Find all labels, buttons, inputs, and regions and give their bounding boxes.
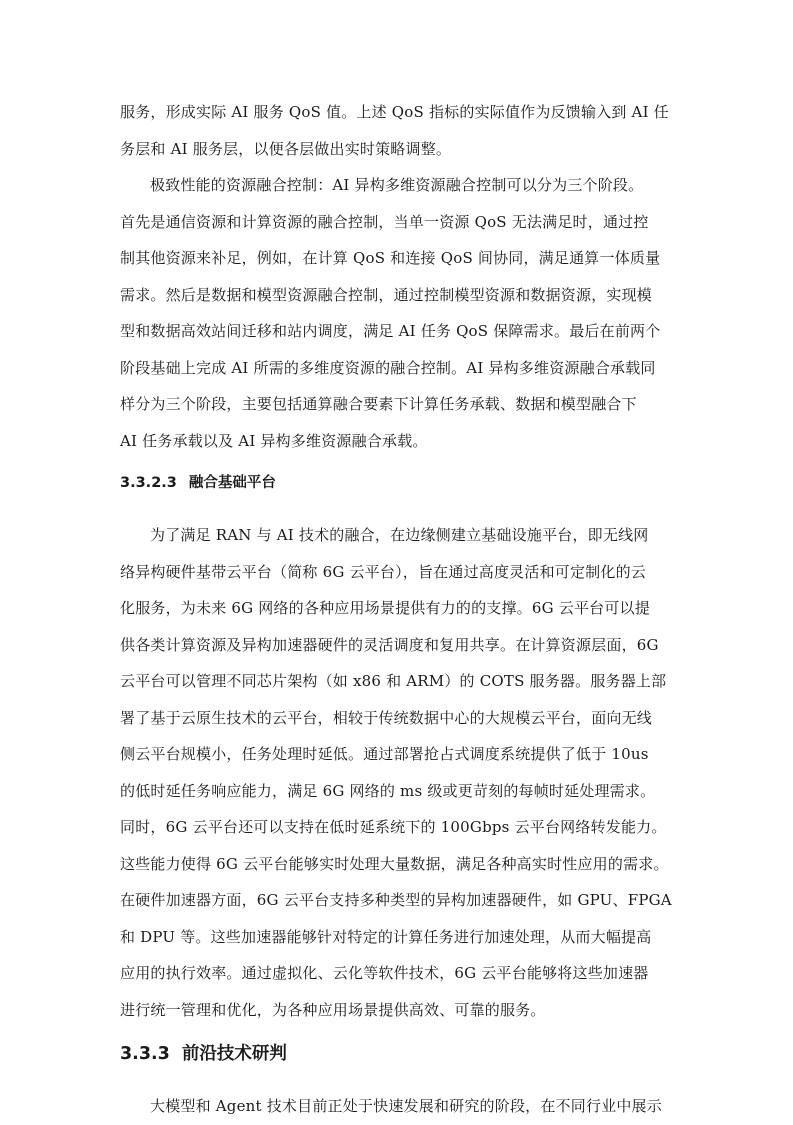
section-heading-3-3-2-3	[120, 465, 673, 501]
text-line: 为了满足 RAN 与 AI 技术的融合，在边缘侧建立基础设施平台，即无线网	[150, 526, 649, 544]
text-line: 首先是通信资源和计算资源的融合控制，当单一资源 QoS 无法满足时，通过控	[120, 212, 649, 231]
paragraph-6g-cloud-platform	[120, 517, 673, 1028]
text-line: 需求。然后是数据和模型资源融合控制，通过控制模型资源和数据资源，实现模	[120, 285, 653, 304]
text-line: 务层和 AI 服务层，以便各层做出实时策略调整。	[120, 139, 452, 158]
text-line: 云平台可以管理不同芯片架构（如 x86 和 ARM）的 COTS 服务器。服务器上部	[120, 672, 667, 690]
text-line: 进行统一管理和优化，为各种应用场景提供高效、可靠的服务。	[120, 1000, 546, 1019]
section-number: 3.3.3	[120, 1044, 170, 1064]
text-line: 的低时延任务响应能力，满足 6G 网络的 ms 级或更苛刻的每帧时延处理需求。	[120, 781, 656, 800]
text-line: 型和数据高效站间迁移和站内调度，满足 AI 任务 QoS 保障需求。最后在前两个	[120, 322, 661, 340]
text-line: 络异构硬件基带云平台（简称 6G 云平台），旨在通过高度灵活和可定制化的云	[120, 562, 646, 581]
text-line: 大模型和 Agent 技术目前正处于快速发展和研究的阶段，在不同行业中展示	[150, 1097, 662, 1115]
section-number: 3.3.2.3	[120, 475, 177, 491]
text-line: 阶段基础上完成 AI 所需的多维度资源的融合控制。AI 异构多维资源融合承载同	[120, 358, 656, 377]
text-line: 同时，6G 云平台还可以支持在低时延系统下的 100Gbps 云平台网络转发能力。	[120, 818, 667, 836]
text-line: 侧云平台规模小，任务处理时延低。通过部署抢占式调度系统提供了低于 10us	[120, 745, 649, 763]
text-line: 应用的执行效率。通过虚拟化、云化等软件技术，6G 云平台能够将这些加速器	[120, 964, 649, 982]
text-line: AI 任务承载以及 AI 异构多维资源融合承载。	[120, 431, 428, 450]
document-page	[120, 94, 673, 1125]
section-heading-3-3-3	[120, 1034, 673, 1074]
text-line: 署了基于云原生技术的云平台，相较于传统数据中心的大规模云平台，面向无线	[120, 708, 653, 727]
text-line: 在硬件加速器方面，6G 云平台支持多种类型的异构加速器硬件，如 GPU、FPGA	[120, 891, 672, 909]
text-line: 化服务，为未来 6G 网络的各种应用场景提供有力的的支撑。6G 云平台可以提	[120, 599, 650, 617]
text-line: 极致性能的资源融合控制：AI 异构多维资源融合控制可以分为三个阶段。	[150, 176, 644, 194]
text-line: 和 DPU 等。这些加速器能够针对特定的计算任务进行加速处理，从而大幅提高	[120, 927, 652, 946]
paragraph-qos-feedback	[120, 94, 673, 167]
text-line: 制其他资源来补足，例如，在计算 QoS 和连接 QoS 间协同，满足通算一体质量	[120, 249, 661, 267]
text-line: 样分为三个阶段，主要包括通算融合要素下计算任务承载、数据和模型融合下	[120, 395, 637, 413]
text-line: 服务，形成实际 AI 服务 QoS 值。上述 QoS 指标的实际值作为反馈输入到 AI 任	[120, 103, 669, 121]
paragraph-large-model-agent	[120, 1088, 673, 1125]
section-title: 前沿技术研判	[181, 1044, 287, 1064]
paragraph-resource-fusion-control	[120, 167, 673, 459]
text-line: 供各类计算资源及异构加速器硬件的灵活调度和复用共享。在计算资源层面，6G	[120, 635, 659, 654]
text-line: 这些能力使得 6G 云平台能够实时处理大量数据，满足各种高实时性应用的需求。	[120, 854, 669, 873]
section-title: 融合基础平台	[188, 475, 276, 491]
